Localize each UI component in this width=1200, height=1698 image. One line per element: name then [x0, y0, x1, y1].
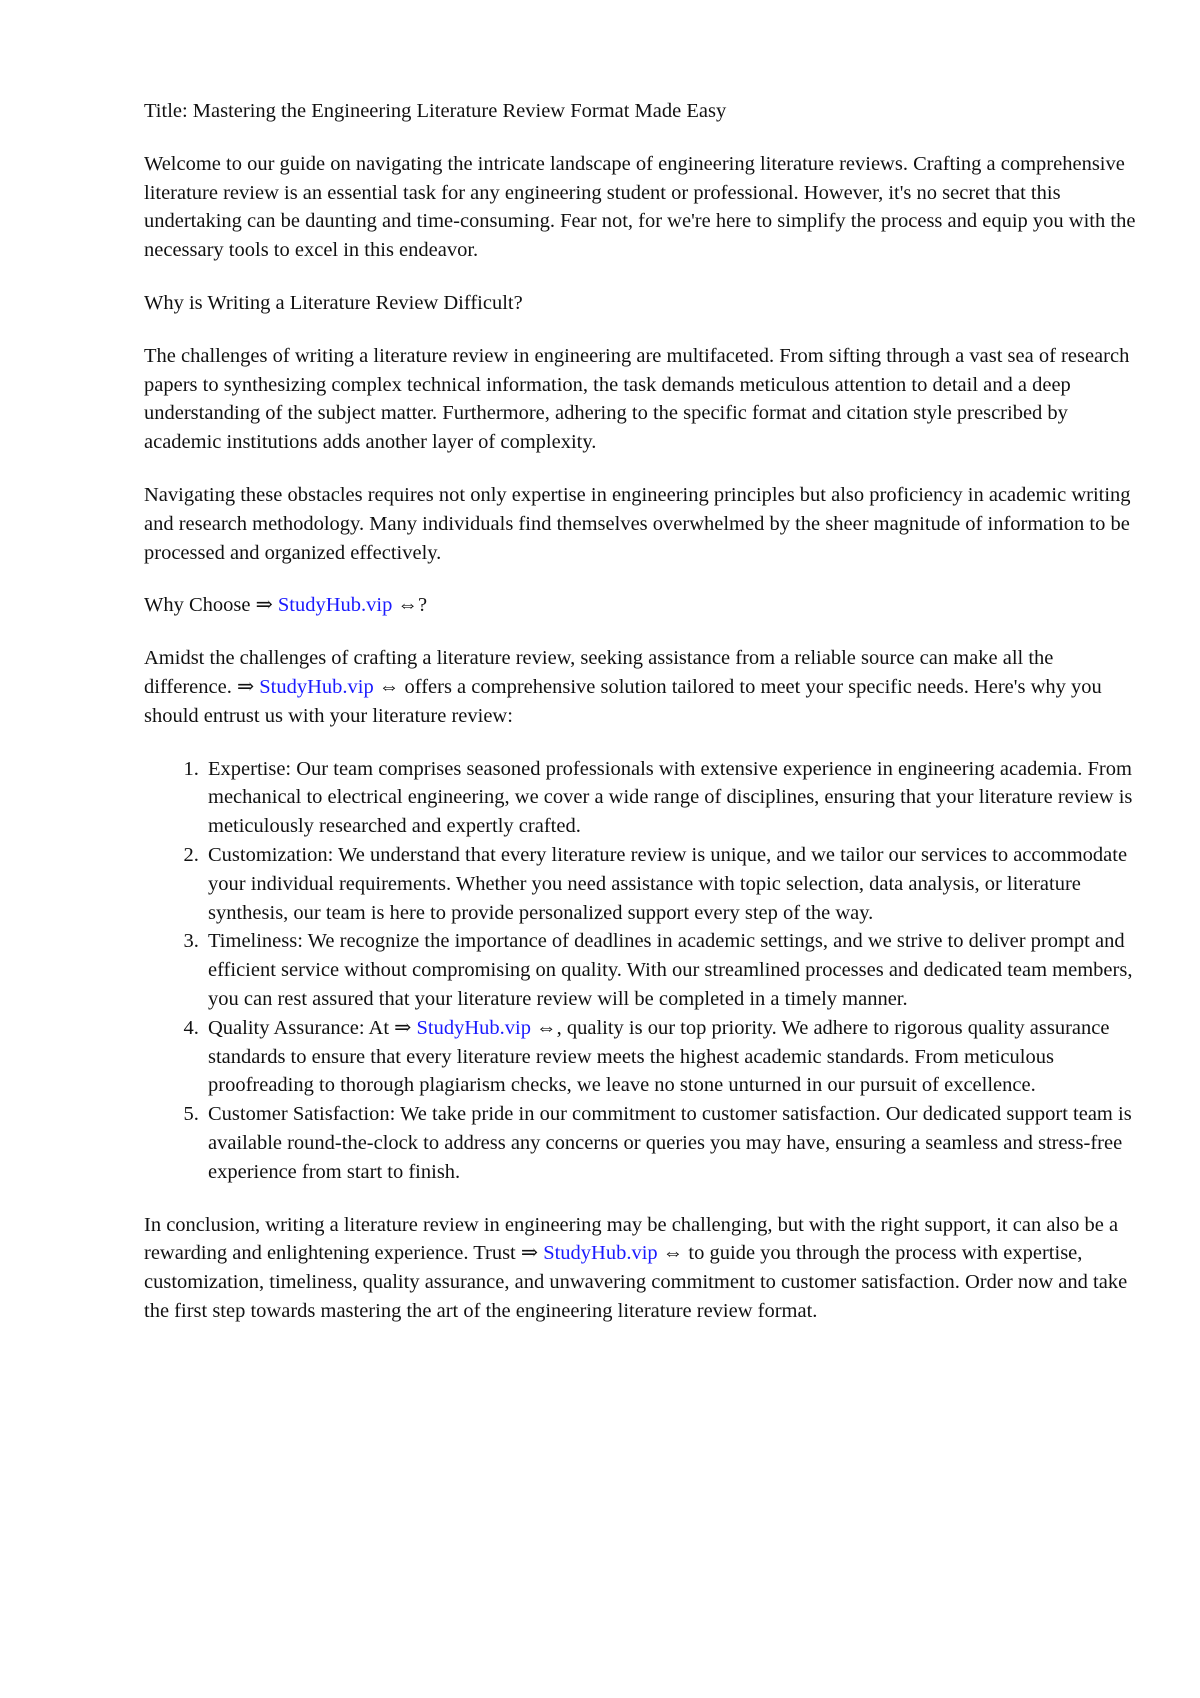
document-title: Title: Mastering the Engineering Literature Review Format Made Easy [144, 100, 727, 122]
quality-suffix: ⇔, quality is our top priority. We adhere to rigorous quality assurance standards to ensure that every literature review meets the highest academic standards. From meticulous proofreading to thorough plagiarism checks, we leave no stone unturned in our pursuit of excellence. [208, 1016, 1110, 1097]
heading-why-difficult: Why is Writing a Literature Review Difficult? [144, 291, 523, 314]
heading-why-choose [144, 591, 1144, 620]
list-item-expertise: 1. Expertise: Our team comprises seasoned professionals with extensive experience in engineering academia. From mechanical to electrical engineering, we cover a wide range of disciplines, ensuring that your literature review is meticulously researched and expertly crafted. [204, 755, 1144, 841]
heading-choose-suffix: ⇔? [392, 594, 428, 617]
studyhub-link[interactable]: StudyHub.vip [259, 675, 374, 698]
quality-prefix: Quality Assurance: At ⇒ [208, 1016, 417, 1039]
list-item-timeliness: 3. Timeliness: We recognize the importance of deadlines in academic settings, and we strive to deliver prompt and efficient service without compromising on quality. With our streamlined processes and dedicated team members, you can rest assured that your literature review will be completed in a timely manner. [204, 927, 1144, 1013]
document-page [144, 97, 1144, 1350]
intro-paragraph: Welcome to our guide on navigating the intricate landscape of engineering literature reviews. Crafting a comprehensive literature review is an essential task for any engineering student or professional. However, it's no secret that this undertaking can be daunting and time-consuming. Fear not, for we're here to simplify the process and equip you with the necessary tools to excel in this endeavor. [144, 152, 1136, 262]
heading-choose-prefix: Why Choose ⇒ [144, 594, 278, 617]
amidst-prefix: Amidst the challenges of crafting a literature review, seeking assistance from a reliable source can make all the difference. ⇒ [144, 647, 1054, 698]
amidst-paragraph [144, 644, 1144, 730]
obstacles-paragraph: Navigating these obstacles requires not only expertise in engineering principles but also proficiency in academic writing and research methodology. Many individuals find themselves overwhelmed by the sheer magnitude of information to be processed and organized effectively. [144, 483, 1131, 564]
conclusion-prefix: In conclusion, writing a literature review in engineering may be challenging, but with the right support, it can also be a rewarding and enlightening experience. Trust ⇒ [144, 1213, 1119, 1265]
studyhub-link[interactable]: StudyHub.vip [416, 1016, 531, 1039]
amidst-suffix: ⇔ offers a comprehensive solution tailored to meet your specific needs. Here's why you should entrust us with your literature review: [144, 675, 1102, 727]
conclusion-paragraph [144, 1211, 1144, 1326]
challenges-paragraph: The challenges of writing a literature review in engineering are multifaceted. From sifting through a vast sea of research papers to synthesizing complex technical information, the task demands meticulous attention to detail and a deep understanding of the subject matter. Furthermore, adhering to the specific format and citation style prescribed by academic institutions adds another layer of complexity. [144, 344, 1130, 454]
studyhub-link[interactable]: StudyHub.vip [543, 1242, 658, 1265]
list-item-customer-satisfaction: 5. Customer Satisfaction: We take pride in our commitment to customer satisfaction. Our dedicated support team is available round-the-clock to address any concerns or queries you may have, ensuring a seamless and stress-free experience from start to finish. [204, 1100, 1144, 1186]
studyhub-link[interactable]: StudyHub.vip [277, 594, 393, 617]
list-item-customization: 2. Customization: We understand that every literature review is unique, and we tailor our services to accommodate your individual requirements. Whether you need assistance with topic selection, data analysis, or literature synthesis, our team is here to provide personalized support every step of the way. [204, 841, 1144, 927]
conclusion-suffix: ⇔ to guide you through the process with expertise, customization, timeliness, quality assurance, and unwavering commitment to customer satisfaction. Order now and take the first step towards mastering the art of the engineering literature review format. [144, 1242, 1128, 1322]
list-item-quality-assurance [204, 1014, 1144, 1100]
reasons-list [144, 755, 1144, 1187]
